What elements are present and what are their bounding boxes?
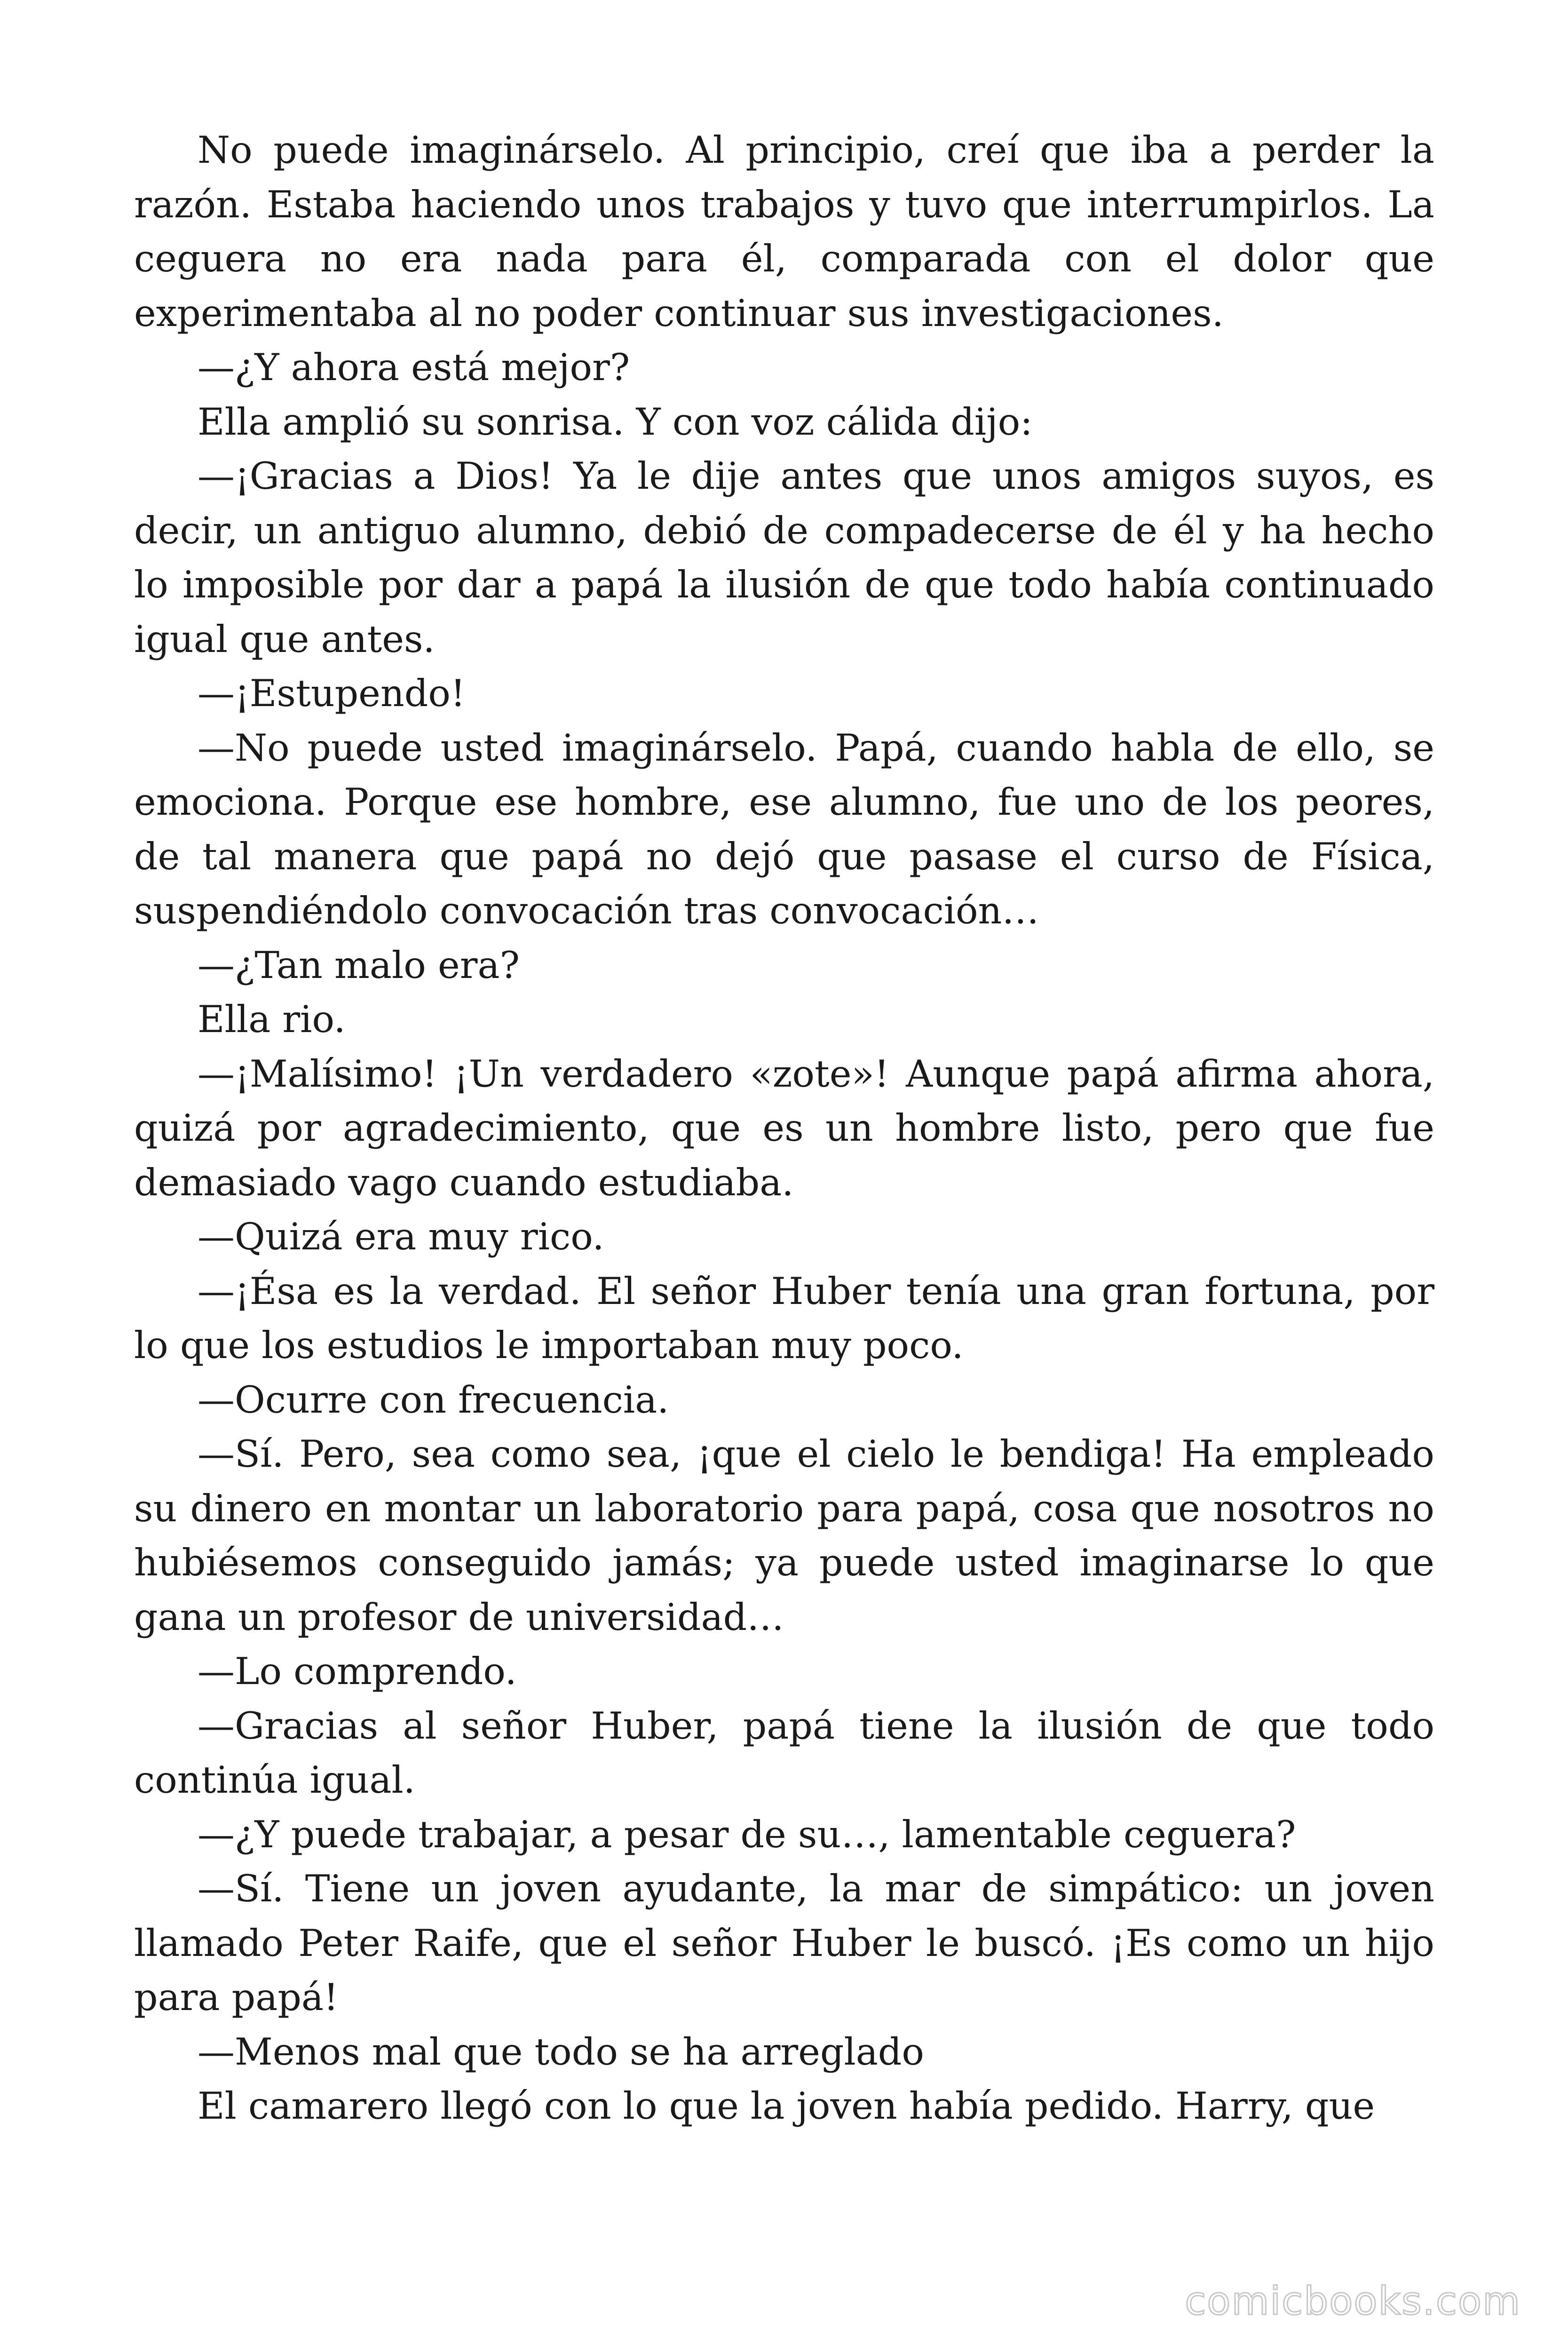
paragraph: —¿Y ahora está mejor? — [198, 346, 630, 389]
paragraph: Ella amplió su sonrisa. Y con voz cálida dijo: — [198, 400, 1033, 444]
paragraph: —¿Y puede trabajar, a pesar de su…, lamentable ceguera? — [198, 1812, 1296, 1856]
paragraph: —¡Ésa es la verdad. El señor Huber tenía una gran fortuna, por lo que los estudios le importaban muy poco. — [134, 1269, 1434, 1367]
paragraph: Ella rio. — [198, 998, 346, 1041]
paragraph: —Sí. Tiene un joven ayudante, la mar de simpático: un joven llamado Peter Raife, que el señor Huber le buscó. ¡Es como un hijo para papá! — [134, 1867, 1434, 2019]
paragraph: —¡Gracias a Dios! Ya le dije antes que unos amigos suyos, es decir, un antiguo alumno, debió de compadecerse de él y ha hecho lo imposible por dar a papá la ilusión de que todo había continuado igual que antes. — [134, 454, 1434, 661]
watermark: comicbooks.com — [1185, 2279, 1521, 2324]
paragraph: —Menos mal que todo se ha arreglado — [198, 2030, 924, 2074]
paragraph: No puede imaginárselo. Al principio, creí que iba a perder la razón. Estaba haciendo unos trabajos y tuvo que interrumpirlos. La ceguera no era nada para él, comparada con el dolor que experimentaba al no poder continuar sus investigaciones. — [134, 128, 1434, 335]
paragraph: El camarero llegó con lo que la joven había pedido. Harry, que — [198, 2084, 1375, 2128]
paragraph: —Sí. Pero, sea como sea, ¡que el cielo le bendiga! Ha empleado su dinero en montar un laboratorio para papá, cosa que nosotros no hubiésemos conseguido jamás; ya puede usted imaginarse lo que gana un profesor de universidad… — [134, 1432, 1434, 1639]
paragraph: —¡Malísimo! ¡Un verdadero «zote»! Aunque papá afirma ahora, quizá por agradecimiento, que es un hombre listo, pero que fue demasiado vago cuando estudiaba. — [134, 1052, 1434, 1204]
paragraph: —No puede usted imaginárselo. Papá, cuando habla de ello, se emociona. Porque ese hombre, ese alumno, fue uno de los peores, de tal manera que papá no dejó que pasase el curso de Física, suspendiéndolo convocación tras convocación… — [134, 726, 1434, 932]
paragraph: —¡Estupendo! — [198, 672, 466, 715]
paragraph: —¿Tan malo era? — [198, 943, 520, 987]
paragraph: —Lo comprendo. — [198, 1650, 517, 1693]
paragraph: —Gracias al señor Huber, papá tiene la ilusión de que todo continúa igual. — [134, 1704, 1434, 1802]
paragraph: —Quizá era muy rico. — [198, 1215, 604, 1258]
body-text — [134, 123, 1434, 2134]
paragraph: —Ocurre con frecuencia. — [198, 1378, 669, 1422]
